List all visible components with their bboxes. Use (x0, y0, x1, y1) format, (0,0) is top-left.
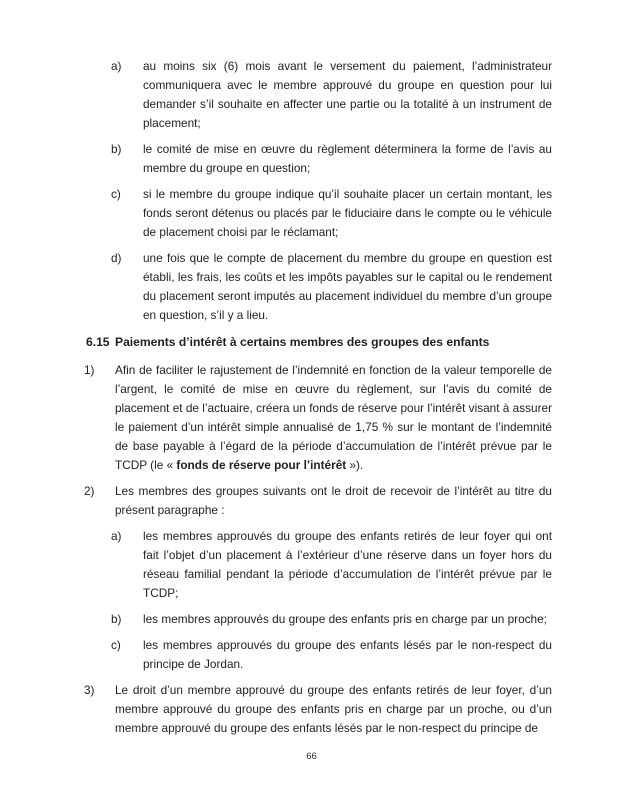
sublist-item-b (0, 610, 623, 629)
section-title: Paiements d’intérêt à certains membres des groupes des enfants (115, 335, 490, 349)
list-item-a (0, 57, 623, 133)
paragraph-marker: 3) (84, 683, 95, 697)
list-item-c (0, 185, 623, 242)
list-item-text: au moins six (6) mois avant le versement du paiement, l’administrateur communiquera avec le membre approuvé du groupe en question pour lui demander s’il souhaite en affecter une partie ou la totalité à un instrument de placement; (143, 59, 552, 130)
list-item-text: les membres approuvés du groupe des enfants lésés par le non-respect du principe de Jordan. (143, 638, 552, 671)
paragraph-text (115, 361, 552, 475)
page-content (0, 57, 623, 745)
numbered-paragraph-1 (0, 361, 623, 475)
list-item-b (0, 140, 623, 178)
section-number: 6.15 (86, 335, 110, 349)
paragraph-text: Les membres des groupes suivants ont le droit de recevoir de l’intérêt au titre du présent paragraphe : (115, 484, 552, 517)
list-item-marker: c) (111, 187, 121, 201)
paragraph-text-before: Afin de faciliter le rajustement de l’indemnité en fonction de la valeur temporelle de l’argent, le comité de mise en œuvre du règlement, sur l’avis du comité de placement et de l’actuaire, créera un fonds de réserve pour l’intérêt visant à assurer le paiement d’un intérêt simple annualisé de 1,75 % sur le montant de l’indemnité de base payable à l’égard de la période d’accumulation de l’intérêt prévue par le TCDP (le « (115, 363, 552, 472)
list-item-marker: d) (111, 251, 122, 265)
list-item-marker: c) (111, 638, 121, 652)
list-item-text: les membres approuvés du groupe des enfants retirés de leur foyer qui ont fait l’objet d’un placement à l’extérieur d’une réserve dans un foyer hors du réseau familial pendant la période d’accumulation de l’intérêt prévue par le TCDP; (143, 529, 552, 600)
numbered-paragraph-2 (0, 482, 623, 520)
list-item-text: les membres approuvés du groupe des enfants pris en charge par un proche; (143, 612, 547, 626)
list-item-text: une fois que le compte de placement du membre du groupe en question est établi, les frais, les coûts et les impôts payables sur le capital ou le rendement du placement seront imputés au placement individuel du membre d’un groupe en question, s’il y a lieu. (143, 251, 552, 322)
page-number: 66 (306, 751, 317, 762)
numbered-paragraph-3 (0, 681, 623, 738)
list-item-text: le comité de mise en œuvre du règlement déterminera la forme de l’avis au membre du groupe en question; (143, 142, 552, 175)
list-item-marker: b) (111, 142, 122, 156)
paragraph-marker: 1) (84, 363, 95, 377)
section-heading (0, 333, 623, 352)
paragraph-text-after: »). (346, 458, 364, 472)
list-item-marker: a) (111, 529, 122, 543)
list-item-marker: b) (111, 612, 122, 626)
sublist-item-a (0, 527, 623, 603)
sublist-item-c (0, 636, 623, 674)
paragraph-text: Le droit d’un membre approuvé du groupe des enfants retirés de leur foyer, d’un membre approuvé du groupe des enfants pris en charge par un proche, ou d’un membre approuvé du groupe des enfants lésés par le non-respect du principe de (115, 683, 552, 735)
list-item-d (0, 249, 623, 325)
defined-term-bold: fonds de réserve pour l’intérêt (176, 458, 347, 472)
paragraph-marker: 2) (84, 484, 95, 498)
list-item-marker: a) (111, 59, 122, 73)
list-item-text: si le membre du groupe indique qu’il souhaite placer un certain montant, les fonds seront détenus ou placés par le fiduciaire dans le compte ou le véhicule de placement choisi par le réclamant; (143, 187, 552, 239)
